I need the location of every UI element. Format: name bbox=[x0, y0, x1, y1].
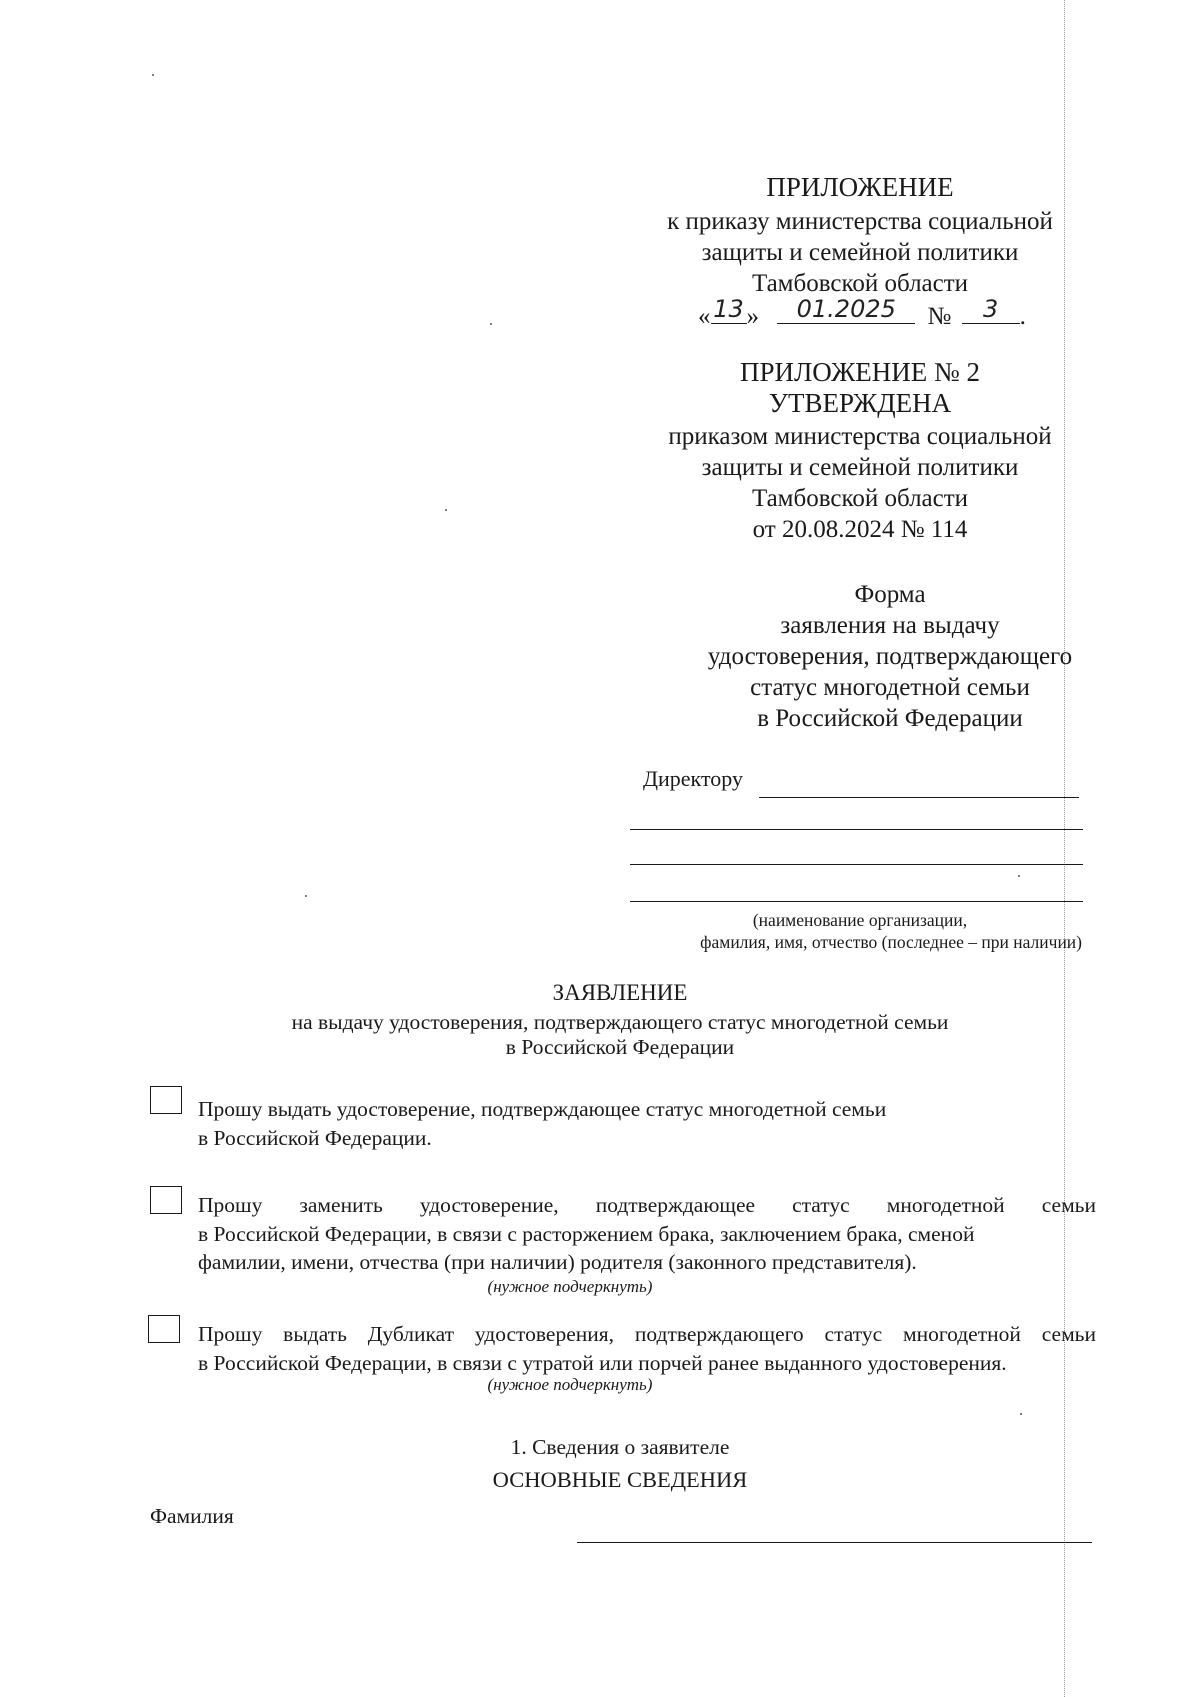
annex-title: ПРИЛОЖЕНИЕ bbox=[766, 172, 954, 202]
option-2-line-3: фамилии, имени, отчества (при наличии) родителя (законного представителя). bbox=[198, 1250, 917, 1274]
date-open-quote: « bbox=[698, 303, 711, 330]
option-2-line-1: Прошу заменить удостоверение, подтверждающее статус многодетной семьи bbox=[198, 1193, 1096, 1217]
option-3-line-1: Прошу выдать Дубликат удостоверения, подтверждающего статус многодетной семьи bbox=[198, 1322, 1096, 1346]
scan-speck bbox=[305, 895, 307, 897]
date-month-year-field[interactable] bbox=[777, 297, 915, 324]
form-caption-line-4: статус многодетной семьи bbox=[750, 674, 1030, 701]
date-close-quote: » bbox=[746, 303, 759, 330]
option-2-text bbox=[198, 1191, 1096, 1277]
number-sign: № bbox=[927, 303, 952, 330]
order-number-field[interactable] bbox=[962, 297, 1020, 324]
statement-subtitle-1: на выдачу удостоверения, подтверждающего статус многодетной семьи bbox=[291, 1010, 949, 1034]
annex-2-line-3: Тамбовской области bbox=[751, 485, 969, 512]
option-3-text bbox=[198, 1320, 1096, 1377]
addressee-field-2[interactable] bbox=[630, 829, 1083, 830]
annex-2-line-1: приказом министерства социальной bbox=[668, 423, 1052, 450]
option-2-line-2: в Российской Федерации, в связи с расторжением брака, заключением брака, сменой bbox=[198, 1221, 975, 1246]
form-caption-line-3: удостоверения, подтверждающего bbox=[707, 643, 1073, 670]
option-3-checkbox[interactable] bbox=[148, 1315, 180, 1343]
surname-label: Фамилия bbox=[150, 1504, 234, 1528]
annex-2-block bbox=[600, 357, 1120, 545]
date-day-handwritten: 13 bbox=[713, 295, 744, 323]
date-month-year-handwritten: 01.2025 bbox=[796, 295, 896, 323]
option-2-checkbox[interactable] bbox=[150, 1186, 182, 1214]
addressee-hint-1: (наименование организации, bbox=[752, 910, 968, 930]
annex-2-approved: УТВЕРЖДЕНА bbox=[768, 388, 952, 418]
annex-2-line-2: защиты и семейной политики bbox=[701, 454, 1019, 481]
order-number-handwritten: 3 bbox=[982, 295, 999, 323]
form-caption-line-2: заявления на выдачу bbox=[780, 612, 1000, 639]
statement-title: ЗАЯВЛЕНИЕ bbox=[552, 980, 688, 1005]
statement-subtitle-2: в Российской Федерации bbox=[505, 1035, 735, 1059]
scan-speck bbox=[490, 323, 492, 325]
form-caption bbox=[650, 579, 1130, 734]
annex-line-1: к приказу министерства социальной bbox=[667, 208, 1053, 235]
form-caption-line-5: в Российской Федерации bbox=[757, 705, 1023, 732]
trailing-dot: . bbox=[1019, 303, 1026, 330]
scan-speck bbox=[152, 74, 154, 76]
scan-speck bbox=[1020, 1413, 1022, 1415]
option-1-checkbox[interactable] bbox=[150, 1086, 182, 1114]
option-3-note: (нужное подчеркнуть) bbox=[487, 1375, 653, 1394]
addressee-hint-2: фамилия, имя, отчество (последнее – при наличии) bbox=[700, 932, 1082, 952]
scan-speck bbox=[445, 509, 447, 511]
annex-2-title: ПРИЛОЖЕНИЕ № 2 bbox=[739, 357, 981, 387]
annex-line-3: Тамбовской области bbox=[751, 270, 969, 297]
section-1-title: 1. Сведения о заявителе bbox=[510, 1435, 730, 1459]
date-day-field[interactable] bbox=[711, 297, 747, 324]
scan-speck bbox=[1018, 875, 1020, 877]
section-1-subtitle: ОСНОВНЫЕ СВЕДЕНИЯ bbox=[492, 1467, 748, 1492]
addressee-field-3[interactable] bbox=[630, 864, 1083, 865]
option-1-text bbox=[198, 1095, 958, 1152]
option-3-line-2: в Российской Федерации, в связи с утратой или порчей ранее выданного удостоверения. bbox=[198, 1350, 1007, 1375]
option-1-line-2: в Российской Федерации. bbox=[198, 1125, 432, 1150]
annex-line-2: защиты и семейной политики bbox=[701, 239, 1019, 266]
order-date-number-line bbox=[698, 297, 1026, 332]
surname-field[interactable] bbox=[577, 1542, 1092, 1543]
addressee-field-4[interactable] bbox=[630, 901, 1083, 902]
option-1-line-1: Прошу выдать удостоверение, подтверждающее статус многодетной семьи bbox=[198, 1097, 887, 1121]
form-caption-line-1: Форма bbox=[854, 581, 926, 608]
option-2-note: (нужное подчеркнуть) bbox=[487, 1277, 653, 1296]
annex-2-line-4: от 20.08.2024 № 114 bbox=[752, 516, 968, 543]
addressee-field-1[interactable] bbox=[759, 797, 1079, 798]
header-annex bbox=[600, 172, 1120, 299]
addressee-label: Директору bbox=[643, 766, 743, 791]
